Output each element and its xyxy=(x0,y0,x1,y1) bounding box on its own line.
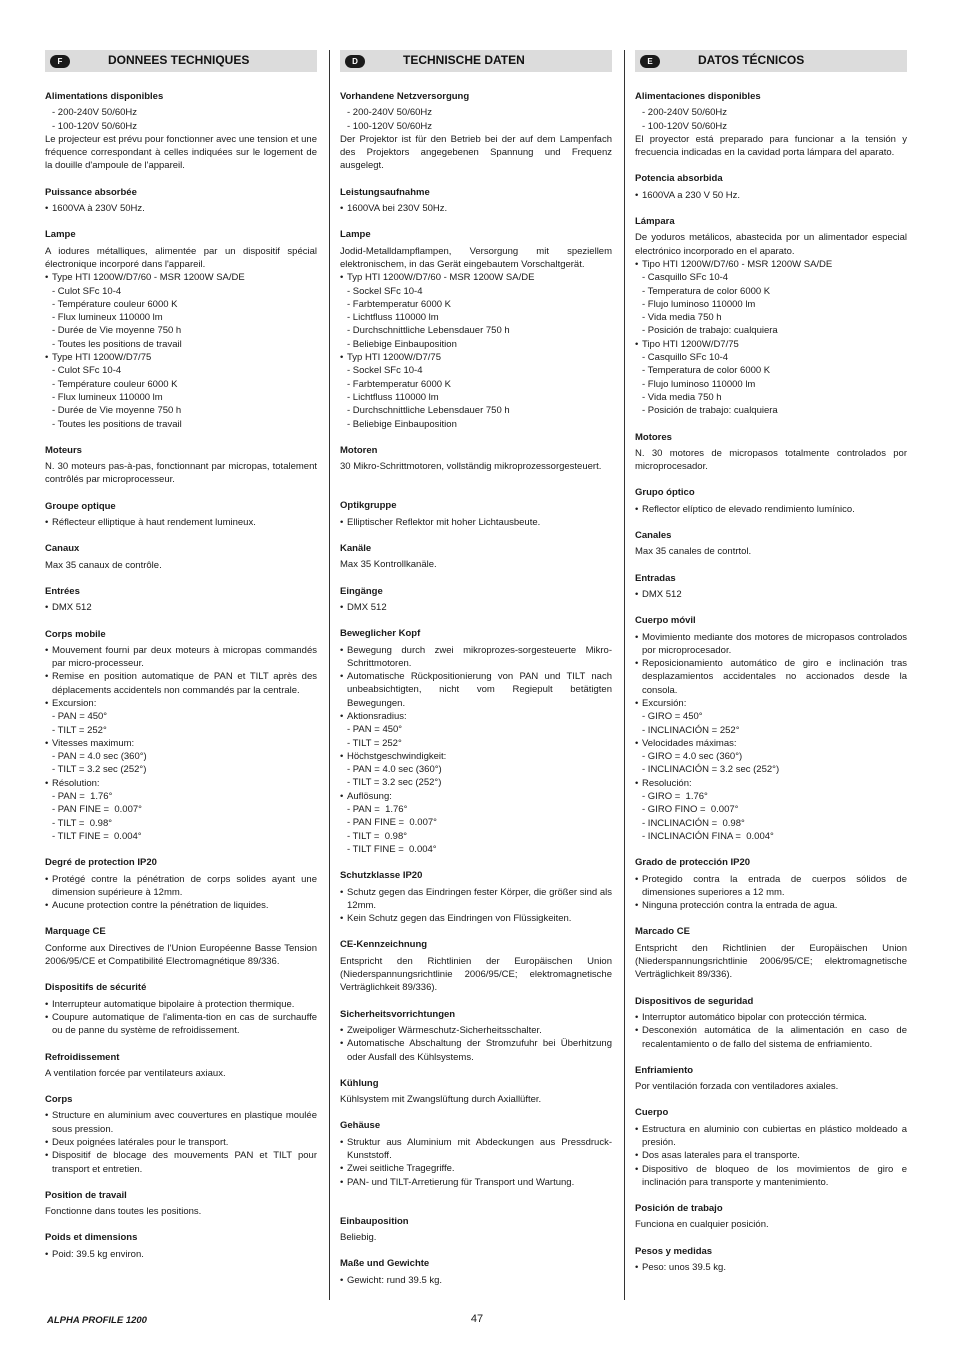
spec-section xyxy=(635,614,907,843)
section-title: Canales xyxy=(635,530,672,542)
column-spanish xyxy=(635,50,907,1300)
spec-section xyxy=(340,542,612,572)
paragraph: Der Projektor ist für den Betrieb bei der auf dem Lampenfach des Projektors angegebenen Spannung und Frequenz ausgelegt. xyxy=(340,133,612,172)
sub-item: - Casquillo SFc 10-4 xyxy=(642,272,729,284)
sub-item: - Température couleur 6000 K xyxy=(52,378,178,390)
section-title: Motores xyxy=(635,431,672,443)
paragraph: Entspricht den Richtlinien der Europäischen Union (Niederspannungsrichtlinie 2006/95/CE; elektromagnetische Verträglichkeit 89/336). xyxy=(635,942,907,981)
spec-section xyxy=(635,529,907,559)
sub-item: - PAN = 450° xyxy=(347,724,403,736)
sub-item: - INCLINACIÓN FINA = 0.004° xyxy=(642,830,774,842)
bullet-item: • Movimiento mediante dos motores de micropasos controlados por microprocesador. xyxy=(635,631,907,658)
bullet-item: • Typ HTI 1200W/D7/75 xyxy=(340,351,612,364)
bullet-item: • Typ HTI 1200W/D7/60 - MSR 1200W SA/DE xyxy=(340,271,612,284)
sub-item: - Casquillo SFc 10-4 xyxy=(642,352,729,364)
sub-item: - TILT FINE = 0.004° xyxy=(52,830,142,842)
column-header xyxy=(45,50,317,72)
sub-item: - Farbtemperatur 6000 K xyxy=(347,378,452,390)
sub-item: - Flux lumineux 110000 lm xyxy=(52,391,163,403)
bullet-item: • Protegido contra la entrada de cuerpos sólidos de dimensiones superiores a 12 mm. xyxy=(635,873,907,900)
section-title: Groupe optique xyxy=(45,500,116,512)
paragraph: Max 35 canales de contrtol. xyxy=(635,546,752,558)
sub-item: - Toutes les positions de travail xyxy=(52,338,182,350)
spec-section xyxy=(635,1064,907,1094)
spec-section xyxy=(635,572,907,602)
sub-item: - PAN = 4.0 sec (360°) xyxy=(347,764,442,776)
bullet-item: • Auflösung: xyxy=(340,790,612,803)
section-title: Dispositifs de sécurité xyxy=(45,982,147,994)
bullet-item: • Coupure automatique de l'alimenta-tion en cas de surchauffe ou de panne du système de refroidissement. xyxy=(45,1011,317,1038)
spec-section xyxy=(635,172,907,202)
section-title: Cuerpo móvil xyxy=(635,615,696,627)
sub-item: - TILT = 3.2 sec (252°) xyxy=(347,777,442,789)
spec-section xyxy=(340,1257,612,1287)
spec-section xyxy=(340,627,612,856)
section-title: Alimentations disponibles xyxy=(45,91,164,102)
bullet-item: • Automatische Rückpositionierung von PAN und TILT nach unbeabsichtigten, nicht vom Regiepult betätigten Bewegungen. xyxy=(340,670,612,710)
sub-item: - 200-240V 50/60Hz xyxy=(642,107,728,119)
sub-item: - Posición de trabajo: cualquiera xyxy=(642,405,778,417)
bullet-item: • Vitesses maximum: xyxy=(45,737,317,750)
sub-item: - INCLINACIÓN = 0.98° xyxy=(642,817,745,829)
spec-section xyxy=(45,542,317,572)
bullet-item: • Type HTI 1200W/D7/75 xyxy=(45,351,317,364)
spec-section xyxy=(340,585,612,615)
paragraph: Le projecteur est prévu pour fonctionner avec une tension et une fréquence correspondant à celles indiquées sur le logement de la douille d'ampoule de l'appareil. xyxy=(45,133,317,172)
spec-section xyxy=(45,500,317,530)
spec-section xyxy=(635,1106,907,1189)
sub-item: - 100-120V 50/60Hz xyxy=(642,120,728,132)
bullet-item: • Interrupteur automatique bipolaire à protection thermique. xyxy=(45,998,317,1011)
section-title: Alimentaciones disponibles xyxy=(635,91,761,102)
bullet-item: • Excursión: xyxy=(635,697,907,710)
section-title: Entrées xyxy=(45,585,80,597)
section-title: Poids et dimensions xyxy=(45,1232,138,1244)
spec-section xyxy=(635,856,907,912)
bullet-item: • Interruptor automático bipolar con protección térmica. xyxy=(635,1011,907,1024)
language-badge: E xyxy=(640,55,660,68)
bullet-item: • Deux poignées latérales pour le transport. xyxy=(45,1136,317,1149)
bullet-item: • Dispositif de blocage des mouvements PAN et TILT pour transport et entretien. xyxy=(45,1149,317,1176)
paragraph: 30 Mikro-Schrittmotoren, vollständig mikroprozessorgesteuert. xyxy=(340,461,602,473)
column-german xyxy=(340,50,612,1300)
paragraph: Conforme aux Directives de l'Union Européenne Basse Tension 2006/95/CE et Compatibilité Electromagnétique 89/336. xyxy=(45,942,317,968)
spec-section xyxy=(340,938,612,994)
column-divider xyxy=(624,50,625,1300)
paragraph: El proyector está preparado para funcionar a la tensión y frecuencia indicadas en la cavidad porta lámpara del aparato. xyxy=(635,133,907,159)
sub-item: - PAN = 450° xyxy=(52,711,108,723)
sub-item: - Lichtfluss 110000 lm xyxy=(347,312,439,324)
section-title: Motoren xyxy=(340,444,378,456)
bullet-item: • Bewegung durch zwei mikroprozes-sorgesteuerte Mikro-Schrittmotoren. xyxy=(340,644,612,671)
sub-item: - TILT FINE = 0.004° xyxy=(347,843,437,855)
sub-item: - INCLINACIÓN = 3.2 sec (252°) xyxy=(642,764,780,776)
sub-item: - GIRO = 4.0 sec (360°) xyxy=(642,751,743,763)
product-name: ALPHA PROFILE 1200 xyxy=(47,1315,147,1326)
bullet-item: • Zweipoliger Wärmeschutz-Sicherheitsschalter. xyxy=(340,1024,612,1037)
bullet-item: • Ninguna protección contra la entrada de agua. xyxy=(635,899,907,912)
spec-section xyxy=(45,1189,317,1219)
bullet-item: • Dispositivo de bloqueo de los movimientos de giro e inclinación para transporte y mantenimiento. xyxy=(635,1163,907,1190)
sub-item: - Durchschnittliche Lebensdauer 750 h xyxy=(347,405,510,417)
paragraph: A ventilation forcée par ventilateurs axiaux. xyxy=(45,1067,226,1079)
column-title: DATOS TÉCNICOS xyxy=(698,53,805,67)
spec-section xyxy=(635,486,907,516)
sub-item: - 100-120V 50/60Hz xyxy=(52,120,138,132)
sub-item: - Durchschnittliche Lebensdauer 750 h xyxy=(347,325,510,337)
column-divider xyxy=(329,50,330,1300)
section-title: Leistungsaufnahme xyxy=(340,186,430,198)
section-title: Lámpara xyxy=(635,216,675,228)
bullet-item: • Aucune protection contre la pénétration de liquides. xyxy=(45,899,317,912)
sub-item: - Durée de Vie moyenne 750 h xyxy=(52,405,182,417)
sections xyxy=(635,72,907,1274)
sub-item: - Culot SFc 10-4 xyxy=(52,285,122,297)
column-title: DONNEES TECHNIQUES xyxy=(108,53,250,67)
section-title: Schutzklasse IP20 xyxy=(340,870,423,882)
section-title: Kühlung xyxy=(340,1077,379,1089)
bullet-item: • Structure en aluminium avec couvertures en plastique moulée sous pression. xyxy=(45,1109,317,1136)
bullet-item: • Type HTI 1200W/D7/60 - MSR 1200W SA/DE xyxy=(45,271,317,284)
sub-item: - Durée de Vie moyenne 750 h xyxy=(52,325,182,337)
sub-item: - Lichtfluss 110000 lm xyxy=(347,391,439,403)
bullet-item: • Desconexión automática de la alimentación en caso de recalentamiento o de fallo del sistema de enfriamiento. xyxy=(635,1024,907,1051)
section-title: Entradas xyxy=(635,572,676,584)
spec-section xyxy=(45,1231,317,1261)
spec-section xyxy=(635,925,907,981)
section-title: Marquage CE xyxy=(45,926,106,938)
sub-item: - Temperatura de color 6000 K xyxy=(642,285,771,297)
bullet-item: • Resolución: xyxy=(635,777,907,790)
sections xyxy=(340,72,612,1287)
section-title: Grado de protección IP20 xyxy=(635,857,751,869)
spec-section xyxy=(45,444,317,487)
section-title: Moteurs xyxy=(45,444,82,456)
spec-section xyxy=(45,856,317,912)
sub-item: - PAN = 1.76° xyxy=(52,791,113,803)
section-title: Beweglicher Kopf xyxy=(340,628,421,640)
section-title: Maße und Gewichte xyxy=(340,1258,430,1270)
section-title: Potencia absorbida xyxy=(635,173,723,185)
bullet-item: • 1600VA a 230 V 50 Hz. xyxy=(635,189,907,202)
spec-section xyxy=(340,1215,612,1245)
sub-item: - Temperatura de color 6000 K xyxy=(642,365,771,377)
spec-section xyxy=(340,186,612,216)
paragraph: A iodures métalliques, alimentée par un dispositif spécial électronique incorporé dans l'appareil. xyxy=(45,245,317,270)
section-title: Vorhandene Netzversorgung xyxy=(340,91,470,102)
section-title: Canaux xyxy=(45,543,80,555)
language-badge: D xyxy=(345,55,365,68)
paragraph: Kühlsystem mit Zwangslüftung durch Axiallüfter. xyxy=(340,1094,542,1106)
sub-item: - TILT = 252° xyxy=(52,724,107,736)
bullet-item: • Aktionsradius: xyxy=(340,710,612,723)
bullet-item: • Höchstgeschwindigkeit: xyxy=(340,750,612,763)
paragraph: N. 30 motores de micropasos totalmente controlados por microprocesador. xyxy=(635,447,907,473)
spec-section xyxy=(45,228,317,430)
section-title: Einbauposition xyxy=(340,1215,409,1227)
section-title: Pesos y medidas xyxy=(635,1245,713,1257)
spec-section xyxy=(635,90,907,159)
bullet-item: • Tipo HTI 1200W/D7/75 xyxy=(635,338,907,351)
section-title: Corps mobile xyxy=(45,628,106,640)
bullet-item: • Reflector elíptico de elevado rendimiento lumínico. xyxy=(635,503,907,516)
section-title: Lampe xyxy=(340,229,371,241)
spec-section xyxy=(340,1008,612,1064)
sub-item: - Vida media 750 h xyxy=(642,312,722,324)
bullet-item: • Struktur aus Aluminium mit Abdeckungen aus Pressdruck-Kunststoff. xyxy=(340,1136,612,1163)
paragraph: Funciona en cualquier posición. xyxy=(635,1219,769,1231)
sub-item: - Vida media 750 h xyxy=(642,391,722,403)
section-title: Optikgruppe xyxy=(340,500,397,512)
language-badge: F xyxy=(50,55,70,68)
section-title: Posición de trabajo xyxy=(635,1203,723,1215)
sub-item: - TILT = 0.98° xyxy=(52,817,113,829)
bullet-item: • Elliptischer Reflektor mit hoher Lichtausbeute. xyxy=(340,516,612,529)
sub-item: - GIRO = 450° xyxy=(642,711,703,723)
bullet-item: • Tipo HTI 1200W/D7/60 - MSR 1200W SA/DE xyxy=(635,258,907,271)
spec-section xyxy=(45,90,317,173)
section-title: Marcado CE xyxy=(635,926,690,938)
sub-item: - Beliebige Einbauposition xyxy=(347,418,457,430)
bullet-item: • 1600VA bei 230V 50Hz. xyxy=(340,202,612,215)
sub-item: - PAN = 1.76° xyxy=(347,804,408,816)
bullet-item: • Velocidades máximas: xyxy=(635,737,907,750)
spec-section xyxy=(635,1202,907,1232)
sub-item: - GIRO = 1.76° xyxy=(642,791,708,803)
bullet-item: • Résolution: xyxy=(45,777,317,790)
bullet-item: • DMX 512 xyxy=(45,601,317,614)
section-title: Grupo óptico xyxy=(635,487,695,499)
sub-item: - GIRO FINO = 0.007° xyxy=(642,804,739,816)
section-title: Refroidissement xyxy=(45,1051,120,1063)
sub-item: - TILT = 0.98° xyxy=(347,830,408,842)
sub-item: - TILT = 3.2 sec (252°) xyxy=(52,764,147,776)
sub-item: - INCLINACIÓN = 252° xyxy=(642,724,740,736)
page-number: 47 xyxy=(470,1313,484,1325)
spec-section xyxy=(45,186,317,216)
bullet-item: • Réflecteur elliptique à haut rendement lumineux. xyxy=(45,516,317,529)
sub-item: - Sockel SFc 10-4 xyxy=(347,285,423,297)
sections xyxy=(45,72,317,1261)
bullet-item: • Mouvement fourni par deux moteurs à micropas commandés par micro-processeur. xyxy=(45,644,317,671)
spec-section xyxy=(45,925,317,968)
spec-section xyxy=(340,90,612,173)
spec-section xyxy=(45,585,317,615)
section-title: Lampe xyxy=(45,229,76,241)
sub-item: - Beliebige Einbauposition xyxy=(347,338,457,350)
spec-section xyxy=(635,431,907,474)
spec-section xyxy=(635,215,907,417)
paragraph: Entspricht den Richtlinien der Europäischen Union (Niederspannungsrichtlinie 2006/95/CE; elektromagnetische Verträglichkeit 89/336). xyxy=(340,955,612,994)
bullet-item: • Protégé contre la pénétration de corps solides ayant une dimension supérieure à 12mm. xyxy=(45,873,317,900)
sub-item: - 200-240V 50/60Hz xyxy=(347,107,433,119)
sub-item: - TILT = 252° xyxy=(347,737,402,749)
sub-item: - Posición de trabajo: cualquiera xyxy=(642,325,778,337)
paragraph: Beliebig. xyxy=(340,1232,377,1244)
section-title: CE-Kennzeichnung xyxy=(340,939,428,951)
section-title: Puissance absorbée xyxy=(45,186,137,198)
section-title: Position de travail xyxy=(45,1189,127,1201)
sub-item: - Culot SFc 10-4 xyxy=(52,365,122,377)
section-title: Degré de protection IP20 xyxy=(45,857,157,869)
section-title: Corps xyxy=(45,1094,73,1106)
spec-section xyxy=(340,228,612,430)
spec-section xyxy=(340,869,612,925)
column-title: TECHNISCHE DATEN xyxy=(403,53,525,67)
spec-section xyxy=(340,1119,612,1188)
sub-item: - Sockel SFc 10-4 xyxy=(347,365,423,377)
spec-section xyxy=(340,499,612,529)
sub-item: - Flux lumineux 110000 lm xyxy=(52,312,163,324)
sub-item: - PAN FINE = 0.007° xyxy=(347,817,437,829)
bullet-item: • Automatische Abschaltung der Stromzufuhr bei Überhitzung oder Ausfall des Kühlsystems. xyxy=(340,1037,612,1064)
paragraph: Fonctionne dans toutes les positions. xyxy=(45,1206,202,1218)
paragraph: Por ventilación forzada con ventiladores axiales. xyxy=(635,1081,839,1093)
sub-item: - PAN FINE = 0.007° xyxy=(52,804,142,816)
bullet-item: • DMX 512 xyxy=(635,588,907,601)
section-title: Dispositivos de seguridad xyxy=(635,995,754,1007)
column-french xyxy=(45,50,317,1300)
sub-item: - 200-240V 50/60Hz xyxy=(52,107,138,119)
spec-section xyxy=(340,444,612,474)
paragraph: Max 35 Kontrollkanäle. xyxy=(340,559,437,571)
bullet-item: • 1600VA à 230V 50Hz. xyxy=(45,202,317,215)
sub-item: - PAN = 4.0 sec (360°) xyxy=(52,751,147,763)
section-title: Eingänge xyxy=(340,585,383,597)
bullet-item: • Reposicionamiento automático de giro e inclinación tras desplazamientos accidentales no accionados desde la consola. xyxy=(635,657,907,697)
sub-item: - Température couleur 6000 K xyxy=(52,298,178,310)
sub-item: - Toutes les positions de travail xyxy=(52,418,182,430)
paragraph: Jodid-Metalldampflampen, Versorgung mit speziellem elektronischem, in das Gerät eingebautem Vorschaltgerät. xyxy=(340,245,612,270)
section-title: Kanäle xyxy=(340,543,372,555)
section-title: Gehäuse xyxy=(340,1120,381,1132)
spec-section xyxy=(635,995,907,1051)
bullet-item: • Peso: unos 39.5 kg. xyxy=(635,1261,907,1274)
bullet-item: • PAN- und TILT-Arretierung für Transport und Wartung. xyxy=(340,1176,612,1189)
section-title: Cuerpo xyxy=(635,1107,669,1119)
spec-section xyxy=(45,628,317,844)
spec-section xyxy=(635,1245,907,1275)
bullet-item: • DMX 512 xyxy=(340,601,612,614)
bullet-item: • Estructura en aluminio con cubiertas en plástico moldeado a presión. xyxy=(635,1123,907,1150)
bullet-item: • Schutz gegen das Eindringen fester Körper, die größer sind als 12mm. xyxy=(340,886,612,913)
sub-item: - Farbtemperatur 6000 K xyxy=(347,298,452,310)
paragraph: De yoduros metálicos, abastecida por un alimentador especial electrónico incorporado en el aparato. xyxy=(635,232,907,257)
bullet-item: • Poid: 39.5 kg environ. xyxy=(45,1248,317,1261)
spec-section xyxy=(45,1051,317,1081)
section-title: Sicherheitsvorrichtungen xyxy=(340,1008,456,1020)
section-title: Enfriamiento xyxy=(635,1064,694,1076)
column-header xyxy=(635,50,907,72)
bullet-item: • Kein Schutz gegen das Eindringen von Flüssigkeiten. xyxy=(340,912,612,925)
sub-item: - 100-120V 50/60Hz xyxy=(347,120,433,132)
sub-item: - Flujo luminoso 110000 lm xyxy=(642,298,756,310)
bullet-item: • Remise en position automatique de PAN et TILT après des déplacements accidentels non commandés par la centrale. xyxy=(45,670,317,697)
spec-section xyxy=(340,1077,612,1107)
spec-section xyxy=(45,981,317,1037)
bullet-item: • Excursion: xyxy=(45,697,317,710)
paragraph: N. 30 moteurs pas-à-pas, fonctionnant par micropas, totalement contrôlés par microprocesseur. xyxy=(45,461,317,486)
sub-item: - Flujo luminoso 110000 lm xyxy=(642,378,756,390)
paragraph: Max 35 canaux de contrôle. xyxy=(45,559,162,571)
column-header xyxy=(340,50,612,72)
bullet-item: • Zwei seitliche Tragegriffe. xyxy=(340,1162,612,1175)
bullet-item: • Dos asas laterales para el transporte. xyxy=(635,1149,907,1162)
bullet-item: • Gewicht: rund 39.5 kg. xyxy=(340,1274,612,1287)
spec-section xyxy=(45,1093,317,1176)
